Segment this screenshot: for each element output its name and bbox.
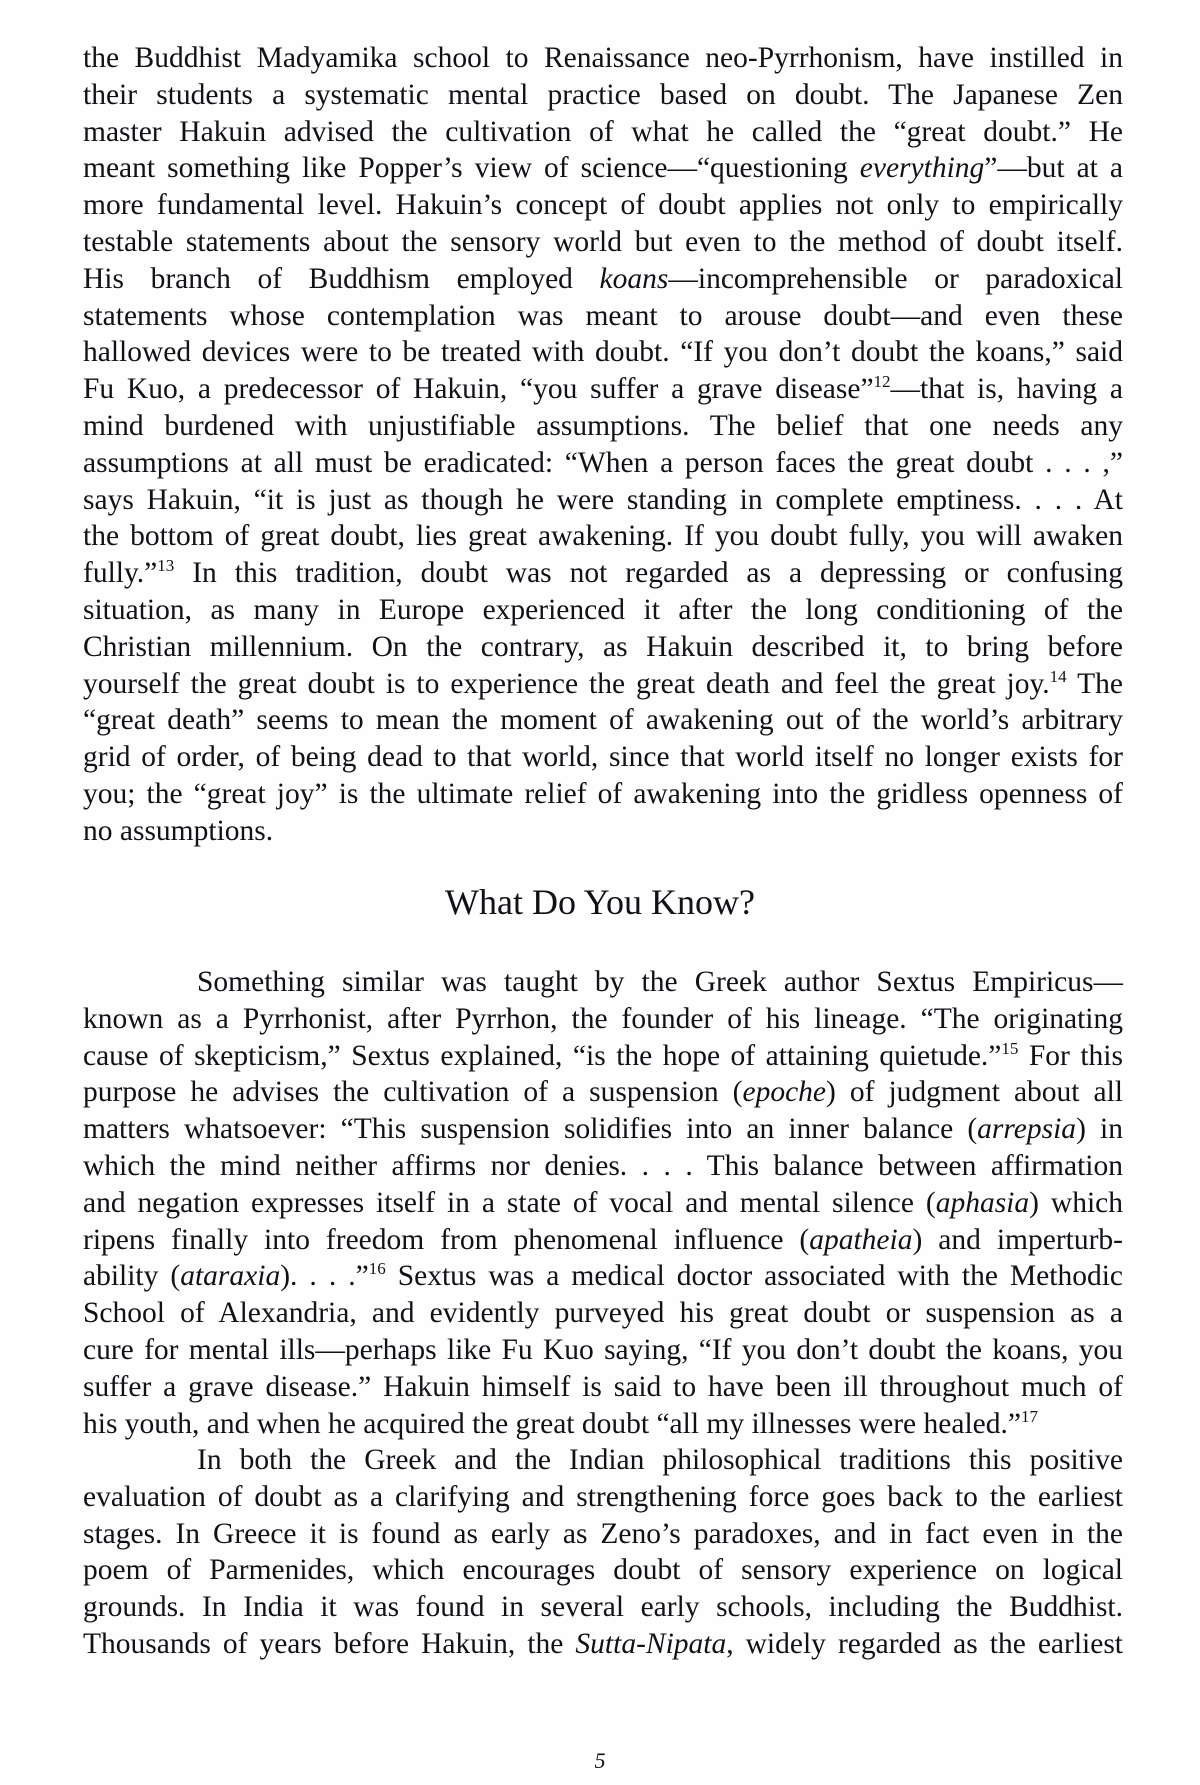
text-run: Christian millennium. On the contrary, as Hakuin described it, to bring before [83,631,1123,663]
text-run: grounds. In India it was found in several early schools, including the Buddhist. [83,1591,1123,1623]
text-run: ) which [1029,1187,1124,1219]
text-line [83,445,1123,481]
text-line [83,1589,1123,1625]
text-run: ”—but at a [984,152,1123,184]
text-line [83,518,1123,554]
text-line [83,40,1123,76]
text-line [83,1516,1123,1552]
text-line [83,224,1123,260]
text-line [83,1406,1123,1442]
text-run: —incomprehensible or paradoxical [668,263,1123,295]
text-run: Fu Kuo, a predecessor of Hakuin, “you suffer a grave disease” [83,373,874,405]
text-line [83,1479,1123,1515]
text-run: In both the Greek and the Indian philosophical traditions this positive [197,1444,1123,1476]
text-line [83,187,1123,223]
footnote-ref: 16 [368,1259,386,1278]
text-run: stages. In Greece it is found as early as Zeno’s paradoxes, and in fact even in the [83,1518,1123,1550]
text-line [83,702,1123,738]
text-run: which the mind neither affirms nor denies. . . . This balance between affirmation [83,1150,1123,1182]
footnote-ref: 13 [157,556,175,575]
text-run: cure for mental ills—perhaps like Fu Kuo saying, “If you don’t doubt the koans, you [83,1334,1123,1366]
text-line [83,1111,1123,1147]
text-run: his youth, and when he acquired the great doubt “all my illnesses were healed.” [83,1408,1021,1440]
text-run: no assumptions. [83,815,274,847]
text-run: meant something like Popper’s view of science—“questioning [83,152,860,184]
text-run: His branch of Buddhism employed [83,263,600,295]
page-number: 5 [594,1748,606,1773]
text-line [83,77,1123,113]
text-line [83,371,1123,407]
text-line [83,555,1123,591]
text-run: Something similar was taught by the Greek author Sextus Empiricus— [197,966,1123,998]
text-run: the Buddhist Madyamika school to Renaissance neo-Pyrrhonism, have instilled in [83,42,1123,74]
text-run: the bottom of great doubt, lies great awakening. If you doubt fully, you will awaken [83,520,1123,552]
text-run: ) and imperturb- [912,1224,1123,1256]
text-run: School of Alexandria, and evidently purveyed his great doubt or suspension as a [83,1297,1123,1329]
text-run: grid of order, of being dead to that world, since that world itself no longer exists for [83,741,1123,773]
text-line [83,1222,1123,1258]
footnote-ref: 12 [873,372,891,391]
text-line [83,776,1123,812]
text-run: testable statements about the sensory world but even to the method of doubt itself. [83,226,1123,258]
text-line [83,1369,1123,1405]
italic-term: everything [859,152,985,184]
text-run: cause of skepticism,” Sextus explained, “is the hope of attaining quietude.” [83,1040,1002,1072]
footnote-ref: 17 [1020,1407,1038,1426]
text-line [83,592,1123,628]
footnote-ref: 15 [1001,1039,1019,1058]
italic-term: ataraxia [180,1260,281,1292]
text-line [83,666,1123,702]
text-run: master Hakuin advised the cultivation of what he called the “great doubt.” He [83,116,1123,148]
text-run: yourself the great doubt is to experience the great death and feel the great joy. [83,668,1050,700]
text-line [83,1038,1123,1074]
text-line [197,1442,1123,1478]
text-run: ). . . .” [280,1260,369,1292]
text-line [83,1148,1123,1184]
text-run: known as a Pyrrhonist, after Pyrrhon, the founder of his lineage. “The originating [83,1003,1123,1035]
italic-term: Sutta-Nipata [575,1628,727,1660]
text-run: fully.” [83,557,158,589]
text-line [83,629,1123,665]
text-line [83,1074,1123,1110]
italic-term: koans [599,263,669,295]
text-run: their students a systematic mental practice based on doubt. The Japanese Zen [83,79,1123,111]
italic-term: apatheia [809,1224,913,1256]
text-run: you; the “great joy” is the ultimate relief of awakening into the gridless openness of [83,778,1123,810]
text-run: matters whatsoever: “This suspension solidifies into an inner balance ( [83,1113,978,1145]
text-line [83,1185,1123,1221]
text-line [83,408,1123,444]
text-run: assumptions at all must be eradicated: “When a person faces the great doubt . . . ,” [83,447,1123,479]
text-run: hallowed devices were to be treated with doubt. “If you don’t doubt the koans,” said [83,336,1123,368]
text-line [83,482,1123,518]
text-run: “great death” seems to mean the moment of awakening out of the world’s arbitrary [83,704,1123,736]
text-run: ) in [1076,1113,1123,1145]
text-run: more fundamental level. Hakuin’s concept of doubt applies not only to empirically [83,189,1123,221]
text-line [83,150,1123,186]
italic-term: arrepsia [977,1113,1077,1145]
text-run: ability ( [83,1260,181,1292]
italic-term: epoche [742,1076,827,1108]
text-line [83,1295,1123,1331]
text-run: —that is, having a [890,373,1123,405]
text-run: and negation expresses itself in a state of vocal and mental silence ( [83,1187,936,1219]
text-line [83,1626,1123,1662]
text-run: statements whose contemplation was meant to arouse doubt—and even these [83,300,1123,332]
text-line [83,739,1123,775]
text-run: For this [1018,1040,1123,1072]
italic-term: aphasia [935,1187,1030,1219]
text-line [83,298,1123,334]
text-run: , widely regarded as the earliest [726,1628,1123,1660]
text-run: suffer a grave disease.” Hakuin himself is said to have been ill throughout much of [83,1371,1123,1403]
footnote-ref: 14 [1049,667,1067,686]
text-line [83,1552,1123,1588]
text-run: says Hakuin, “it is just as though he were standing in complete emptiness. . . . At [83,484,1123,516]
text-line [83,813,1123,849]
text-line [83,261,1123,297]
text-run: purpose he advises the cultivation of a suspension ( [83,1076,743,1108]
text-run: The [1066,668,1123,700]
text-line [83,1332,1123,1368]
text-run: evaluation of doubt as a clarifying and strengthening force goes back to the earliest [83,1481,1123,1513]
text-run: In this tradition, doubt was not regarded as a depressing or confusing [174,557,1123,589]
text-run: situation, as many in Europe experienced it after the long conditioning of the [83,594,1123,626]
text-line [83,1001,1123,1037]
text-run: Sextus was a medical doctor associated with the Methodic [385,1260,1124,1292]
text-run: ripens finally into freedom from phenomenal influence ( [83,1224,810,1256]
text-run: Thousands of years before Hakuin, the [83,1628,576,1660]
text-run: ) of judgment about all [826,1076,1124,1108]
text-run: poem of Parmenides, which encourages doubt of sensory experience on logical [83,1554,1123,1586]
text-line [83,1258,1123,1294]
section-heading: What Do You Know? [445,882,755,922]
text-run: mind burdened with unjustifiable assumptions. The belief that one needs any [83,410,1123,442]
text-line [83,334,1123,370]
text-line [197,964,1123,1000]
text-line [83,114,1123,150]
